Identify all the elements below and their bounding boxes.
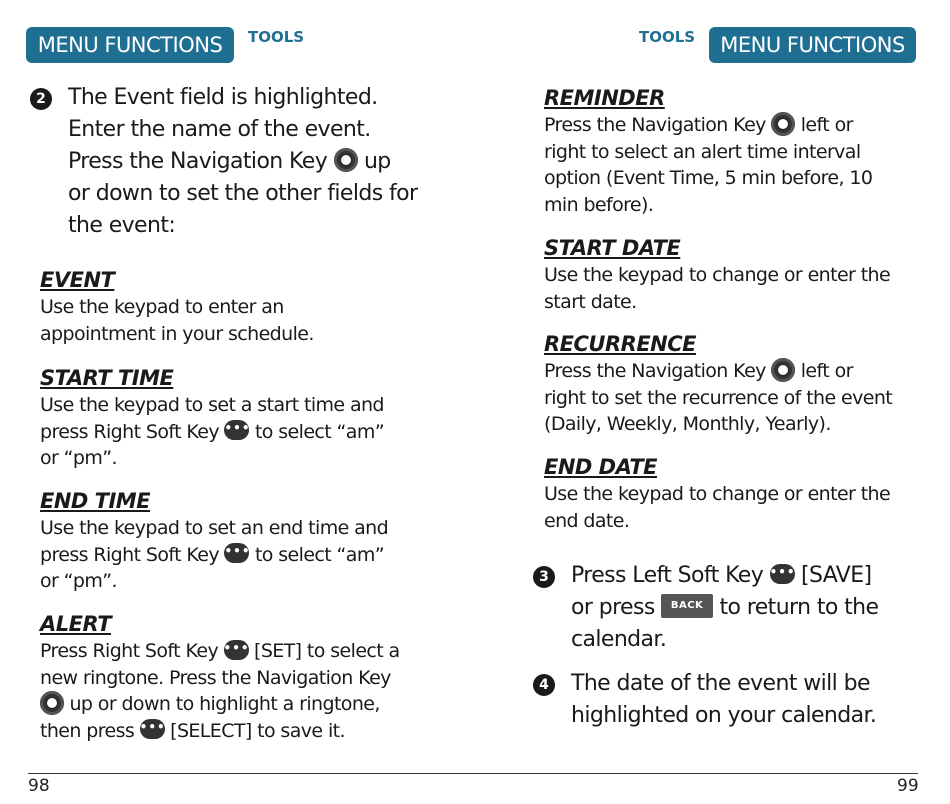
navigation-key-icon (334, 148, 358, 172)
soft-key-icon: ••• (224, 420, 249, 440)
navigation-key-icon (40, 691, 64, 715)
step-line: Enter the name of the event. (68, 117, 371, 142)
section-text: left or (800, 114, 853, 136)
section-line (544, 112, 872, 139)
section-text: then press (40, 719, 135, 742)
menu-functions-tab: MENU FUNCTIONS (709, 27, 916, 63)
section-line: right to set the recurrence of the event (544, 386, 893, 409)
section-text: Press the Navigation Key (544, 360, 766, 382)
chapter-label: TOOLS (639, 28, 696, 46)
step-text: [SAVE] (800, 563, 872, 588)
section-text: [SET] to select a (254, 640, 400, 662)
step-line: The Event field is highlighted. (68, 85, 378, 110)
section-text: [SELECT] to save it. (170, 719, 345, 742)
section-line: option (Event Time, 5 min before, 10 (544, 167, 873, 189)
step-line (571, 592, 878, 624)
section-heading: START TIME (40, 366, 174, 390)
section-line: Use the keypad to set a start time and (40, 394, 384, 416)
section-line: Use the keypad to change or enter the (544, 483, 891, 505)
end-date-section (544, 453, 890, 534)
section-text: press Right Soft Key (40, 420, 220, 443)
section-line: Use the keypad to set an end time and (40, 517, 389, 539)
step-line (68, 146, 417, 178)
step-text: Press Left Soft Key (571, 563, 764, 588)
right-page (475, 0, 950, 804)
section-text: to select “am” (254, 543, 384, 566)
step-number: 3 (533, 566, 555, 588)
section-line: new ringtone. Press the Navigation Key (40, 666, 391, 689)
section-line (40, 419, 384, 446)
section-line: or “pm”. (40, 447, 117, 469)
step-text: or press (571, 595, 655, 620)
soft-key-icon: ••• (224, 640, 249, 660)
step-number: 2 (30, 88, 52, 110)
section-heading: ALERT (40, 612, 112, 636)
reminder-section (544, 84, 872, 218)
step-3 (533, 560, 878, 656)
step-number: 4 (533, 674, 555, 696)
soft-key-icon: ••• (224, 543, 249, 563)
step-line: highlighted on your calendar. (571, 703, 877, 728)
alert-section (40, 610, 400, 744)
section-heading: END DATE (544, 455, 658, 479)
section-line (544, 358, 892, 385)
section-heading: EVENT (40, 268, 115, 292)
section-line: Use the keypad to change or enter the (544, 264, 891, 286)
section-line (40, 718, 400, 745)
section-text: press Right Soft Key (40, 543, 220, 566)
section-heading: START DATE (544, 236, 681, 260)
section-line: right to select an alert time interval (544, 140, 861, 163)
section-line: start date. (544, 290, 637, 313)
soft-key-icon: ••• (770, 564, 795, 584)
step-line: The date of the event will be (571, 671, 870, 696)
section-line: Use the keypad to enter an (40, 296, 284, 318)
step-text: to return to the (719, 595, 879, 620)
step-line: or down to set the other fields for (68, 181, 418, 206)
recurrence-section (544, 330, 892, 438)
page-number: 98 (28, 776, 50, 796)
section-heading: REMINDER (544, 86, 665, 110)
section-text: Press Right Soft Key (40, 640, 219, 662)
step-line: calendar. (571, 627, 667, 652)
section-line (40, 638, 400, 665)
start-date-section (544, 234, 890, 315)
section-line: (Daily, Weekly, Monthly, Yearly). (544, 413, 831, 435)
step-text: Press the Navigation Key (68, 149, 328, 174)
section-heading: END TIME (40, 489, 151, 513)
step-4 (533, 668, 876, 732)
step-line: the event: (68, 213, 176, 238)
section-heading: RECURRENCE (544, 332, 696, 356)
back-key-icon: BACK (661, 594, 713, 618)
step-line (571, 560, 878, 592)
section-line: appointment in your schedule. (40, 322, 314, 345)
navigation-key-icon (771, 358, 795, 382)
step-2 (30, 82, 417, 242)
section-line (40, 542, 388, 569)
soft-key-icon: ••• (140, 719, 165, 739)
menu-functions-tab: MENU FUNCTIONS (26, 27, 234, 63)
footer-rule (28, 773, 918, 774)
page-number: 99 (897, 776, 919, 796)
event-section (40, 266, 314, 347)
section-text: Press the Navigation Key (544, 114, 766, 136)
section-text: left or (800, 360, 853, 382)
section-text: to select “am” (254, 420, 384, 443)
section-line: or “pm”. (40, 570, 117, 592)
chapter-label: TOOLS (248, 28, 305, 46)
navigation-key-icon (771, 112, 795, 136)
section-line: min before). (544, 193, 654, 216)
section-line: end date. (544, 509, 630, 532)
step-text: up (363, 149, 391, 174)
section-line (40, 691, 400, 718)
section-text: up or down to highlight a ringtone, (69, 693, 380, 715)
start-time-section (40, 364, 384, 472)
end-time-section (40, 487, 388, 595)
